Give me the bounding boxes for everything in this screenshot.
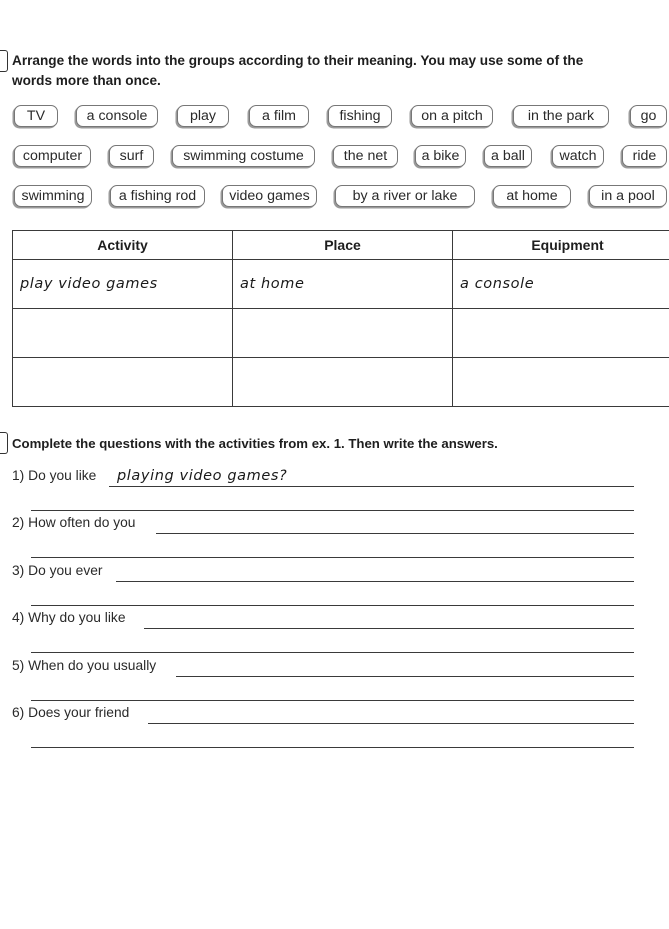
word-chip[interactable]: ride (622, 145, 667, 167)
question-prompt: 3) Do you ever (12, 563, 103, 578)
header-equipment: Equipment (453, 231, 669, 260)
word-chip[interactable]: swimming costume (172, 145, 315, 167)
answer-line[interactable] (31, 510, 634, 511)
equipment-cell[interactable]: a console (453, 260, 669, 309)
word-chip[interactable]: fishing (328, 105, 392, 127)
word-chip[interactable]: a film (249, 105, 309, 127)
answer-line[interactable] (176, 676, 634, 677)
place-cell[interactable] (233, 309, 453, 358)
word-chip[interactable]: a fishing rod (110, 185, 205, 207)
table-row (13, 358, 669, 407)
answer-line[interactable] (31, 747, 634, 748)
activity-cell[interactable] (13, 358, 233, 407)
activity-cell[interactable]: play video games (13, 260, 233, 309)
word-chip[interactable]: in a pool (589, 185, 667, 207)
equipment-cell[interactable] (453, 358, 669, 407)
answer-line[interactable] (31, 557, 634, 558)
word-chip[interactable]: go (630, 105, 667, 127)
activity-cell[interactable] (13, 309, 233, 358)
question-prompt: 6) Does your friend (12, 705, 130, 720)
place-cell[interactable]: at home (233, 260, 453, 309)
header-place: Place (233, 231, 453, 260)
exercise-1-instruction-line-1: Arrange the words into the groups according to their meaning. You may use some of the (12, 53, 584, 68)
word-chip[interactable]: a ball (484, 145, 532, 167)
question-prompt: 5) When do you usually (12, 658, 157, 673)
activity-table (12, 230, 669, 407)
table-row (13, 309, 669, 358)
answer-line[interactable] (156, 533, 634, 534)
answer-line[interactable] (31, 652, 634, 653)
word-chip[interactable]: play (177, 105, 229, 127)
equipment-cell[interactable] (453, 309, 669, 358)
word-chip[interactable]: the net (333, 145, 398, 167)
answer-line[interactable] (31, 605, 634, 606)
word-chip[interactable]: computer (14, 145, 91, 167)
table-row (13, 260, 669, 309)
exercise-1-instruction (12, 51, 659, 91)
answer-line[interactable] (109, 486, 634, 487)
question-prompt: 4) Why do you like (12, 610, 126, 625)
answer-line[interactable] (148, 723, 634, 724)
table-header-row (13, 231, 669, 260)
answer-line[interactable] (116, 581, 634, 582)
header-activity: Activity (13, 231, 233, 260)
question-prompt: 1) Do you like (12, 468, 97, 483)
question-answer: playing video games? (117, 468, 288, 484)
word-chip[interactable]: surf (109, 145, 154, 167)
word-chip[interactable]: on a pitch (411, 105, 493, 127)
exercise-2-marker (0, 432, 8, 454)
word-chip[interactable]: at home (493, 185, 571, 207)
exercise-2-instruction: Complete the questions with the activities from ex. 1. Then write the answers. (12, 436, 498, 451)
exercise-1-instruction-line-2: words more than once. (12, 73, 161, 88)
place-cell[interactable] (233, 358, 453, 407)
word-chip[interactable]: video games (222, 185, 317, 207)
word-chip[interactable]: in the park (513, 105, 609, 127)
word-chip[interactable]: by a river or lake (335, 185, 475, 207)
word-chip[interactable]: a bike (415, 145, 466, 167)
exercise-1-marker (0, 50, 8, 72)
answer-line[interactable] (31, 700, 634, 701)
answer-line[interactable] (144, 628, 634, 629)
word-chip[interactable]: TV (14, 105, 58, 127)
word-chip[interactable]: watch (552, 145, 604, 167)
question-prompt: 2) How often do you (12, 515, 136, 530)
word-chip[interactable]: swimming (14, 185, 92, 207)
word-chip[interactable]: a console (76, 105, 158, 127)
